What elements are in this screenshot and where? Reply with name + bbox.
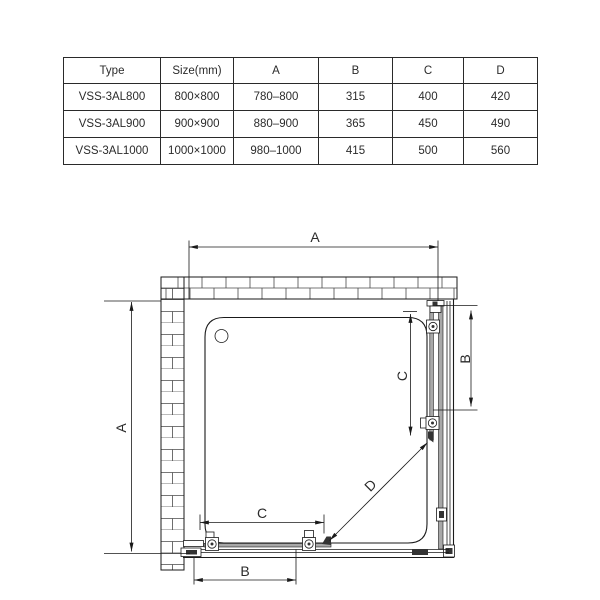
corner-post [444, 545, 455, 557]
col-header-b: B [319, 58, 393, 84]
spec-cell-size: 1000×1000 [161, 138, 234, 165]
spec-cell-c: 500 [393, 138, 464, 165]
right-glass-wall [421, 299, 455, 558]
top-brick-wall [161, 277, 457, 299]
dim-label-d-diagonal: D [361, 476, 380, 495]
roller [427, 320, 440, 333]
roller [206, 532, 219, 551]
col-header-c: C [393, 58, 464, 84]
spec-cell-type: VSS-3AL1000 [64, 138, 161, 165]
spec-cell-d: 560 [464, 138, 538, 165]
spec-cell-a: 880–900 [234, 111, 319, 138]
dim-label-a-top: A [310, 229, 320, 245]
bottom-left-wall-profile [181, 541, 204, 557]
dimension-d-diagonal [330, 443, 428, 541]
spec-cell-size: 900×900 [161, 111, 234, 138]
spec-cell-d: 490 [464, 111, 538, 138]
bottom-glass-wall [181, 531, 454, 558]
dim-label-a-left: A [113, 423, 129, 433]
spec-cell-c: 450 [393, 111, 464, 138]
dim-label-b-bottom: B [240, 563, 250, 579]
roller [303, 531, 316, 551]
spec-cell-a: 980–1000 [234, 138, 319, 165]
dim-label-c-right: C [394, 370, 410, 382]
spec-cell-b: 315 [319, 84, 393, 111]
dim-label-b-right: B [457, 354, 473, 364]
spec-cell-type: VSS-3AL800 [64, 84, 161, 111]
col-header-type: Type [64, 58, 161, 84]
roller [421, 417, 440, 430]
right-wall-bracket [437, 508, 447, 521]
tray-outline [205, 318, 427, 544]
col-header-size: Size(mm) [161, 58, 234, 84]
col-header-a: A [234, 58, 319, 84]
spec-cell-d: 420 [464, 84, 538, 111]
bottom-door-edge-seal [322, 537, 331, 546]
spec-cell-b: 415 [319, 138, 393, 165]
spec-cell-c: 400 [393, 84, 464, 111]
dim-label-c-bottom: C [256, 505, 268, 521]
right-door-edge-seal [428, 432, 433, 443]
spec-cell-type: VSS-3AL900 [64, 111, 161, 138]
left-brick-wall [161, 277, 184, 570]
col-header-d: D [464, 58, 538, 84]
spec-cell-b: 365 [319, 111, 393, 138]
bottom-guide-block [412, 549, 428, 555]
drain-icon [215, 330, 228, 343]
spec-cell-size: 800×800 [161, 84, 234, 111]
shower-tray [205, 318, 427, 544]
spec-cell-a: 780–800 [234, 84, 319, 111]
